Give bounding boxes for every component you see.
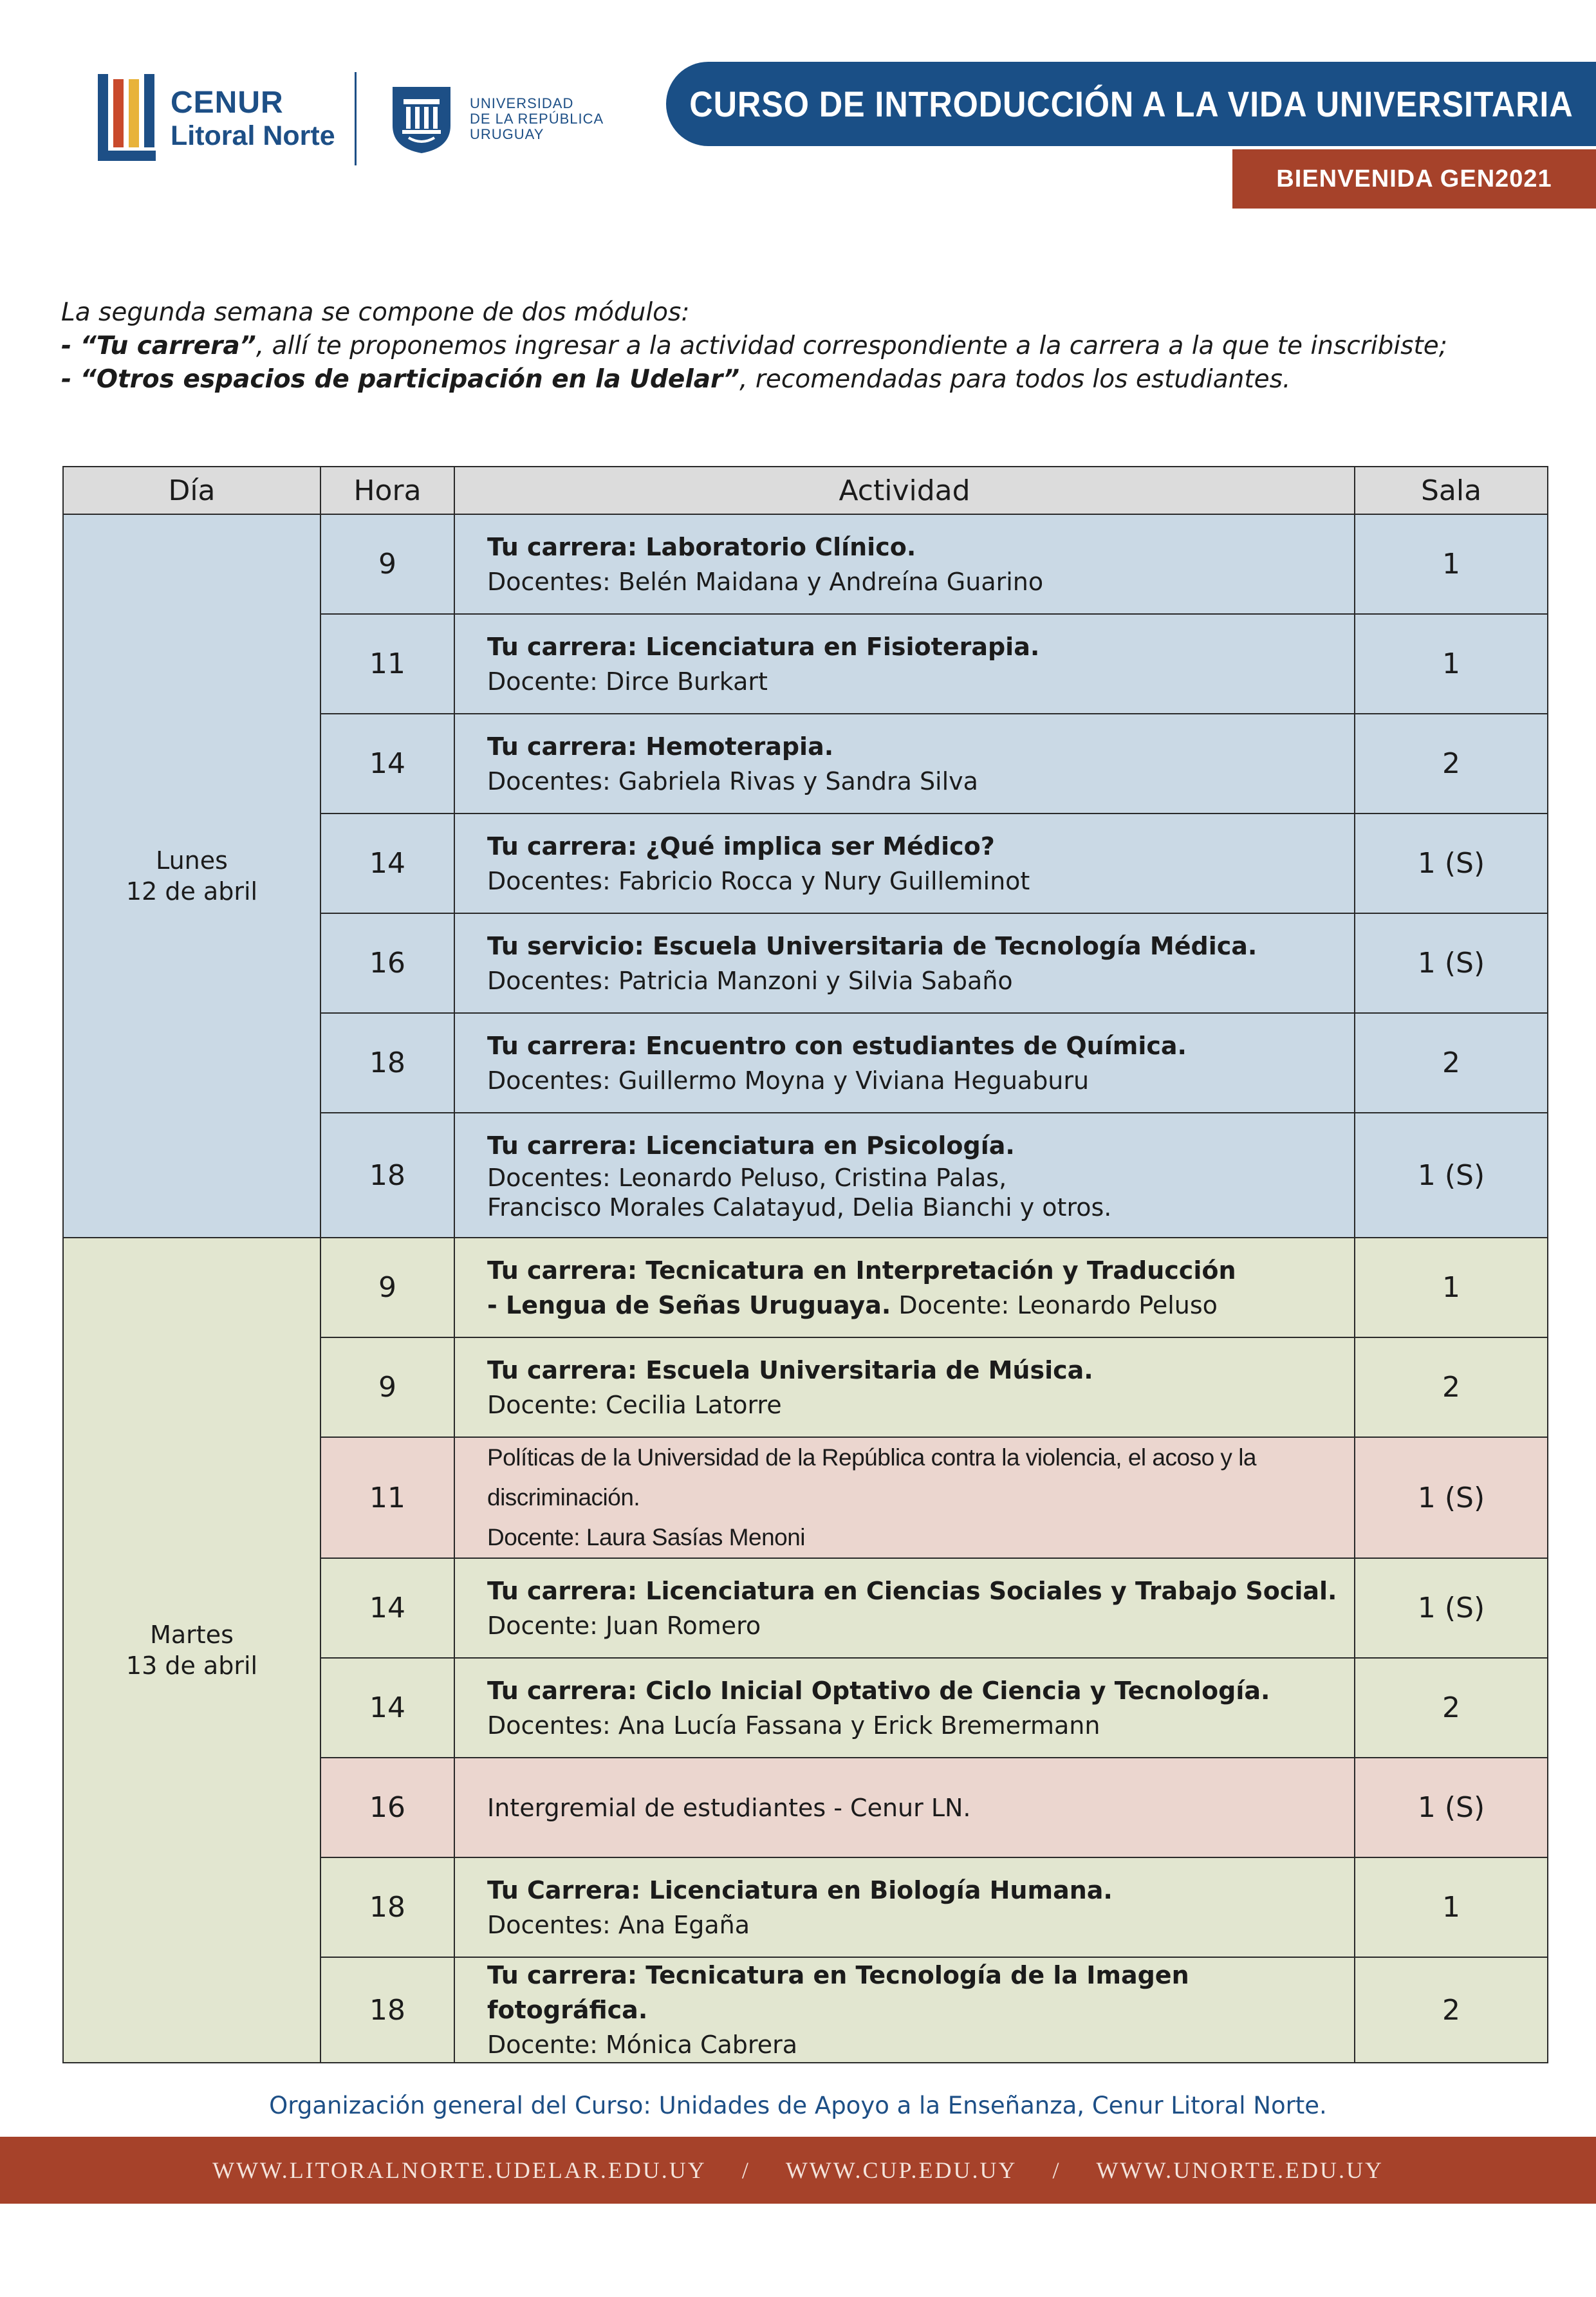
- intro-line-3: [61, 363, 1447, 396]
- logo-divider: [355, 72, 357, 165]
- welcome-tag: [1232, 149, 1596, 209]
- activity-teachers: Docentes: Fabricio Rocca y Nury Guilleminot: [487, 866, 1030, 895]
- room-cell: 1 (S): [1355, 1558, 1548, 1658]
- cenur-wordmark: [171, 86, 335, 151]
- welcome-tag-label: BIENVENIDA GEN2021: [1276, 165, 1552, 192]
- activity-teachers: Docente: Leonardo Peluso: [891, 1290, 1218, 1319]
- hour-cell: 14: [320, 714, 454, 814]
- intro-line-3-prefix: -: [61, 365, 80, 394]
- cenur-logo-icon: [98, 74, 156, 161]
- organization-note: Organización general del Curso: Unidades de Apoyo a la Enseñanza, Cenur Litoral Norte.: [269, 2092, 1327, 2119]
- activity-teachers: Docentes: Ana Egaña: [487, 1910, 750, 1939]
- room-cell: 2: [1355, 714, 1548, 814]
- activity-title: Tu Carrera: Licenciatura en Biología Humana.: [487, 1875, 1113, 1904]
- link-separator: /: [1052, 2157, 1061, 2183]
- day-date: 13 de abril: [125, 1651, 258, 1680]
- link-unorte[interactable]: WWW.UNORTE.EDU.UY: [1096, 2157, 1384, 2183]
- udelar-line-2: DE LA REPÚBLICA: [470, 111, 604, 127]
- cenur-name: CENUR: [171, 86, 284, 120]
- room-cell: 2: [1355, 1957, 1548, 2063]
- hour-cell: 9: [320, 514, 454, 614]
- activity-cell: [454, 514, 1355, 614]
- activity-cell: [454, 1558, 1355, 1658]
- activity-cell: [454, 814, 1355, 913]
- schedule-table: [62, 466, 1548, 2063]
- table-header-row: [63, 467, 1548, 514]
- activity-title: Políticas de la Universidad de la República contra la violencia, el acoso y la discriminación.: [487, 1444, 1257, 1511]
- activity-cell: [454, 1113, 1355, 1238]
- hour-cell: 11: [320, 614, 454, 714]
- activity-title: Tu carrera: Licenciatura en Fisioterapia.: [487, 632, 1040, 661]
- room-cell: 1 (S): [1355, 814, 1548, 913]
- udelar-line-3: URUGUAY: [470, 126, 544, 142]
- activity-subtitle-line: [487, 1288, 1341, 1323]
- activity-cell: [454, 1238, 1355, 1337]
- room-cell: 1: [1355, 514, 1548, 614]
- link-separator: /: [741, 2157, 750, 2183]
- activity-title: Tu carrera: Encuentro con estudiantes de Química.: [487, 1031, 1187, 1060]
- room-cell: 1: [1355, 1857, 1548, 1957]
- intro-line-3-rest: , recomendadas para todos los estudiantes.: [739, 365, 1291, 394]
- link-litoralnorte[interactable]: WWW.LITORALNORTE.UDELAR.EDU.UY: [212, 2157, 707, 2183]
- activity-teachers: Docentes: Belén Maidana y Andreína Guarino: [487, 567, 1044, 596]
- column-header-actividad: Actividad: [454, 467, 1355, 514]
- room-cell: 1 (S): [1355, 1113, 1548, 1238]
- column-header-sala: Sala: [1355, 467, 1548, 514]
- hour-cell: 18: [320, 1113, 454, 1238]
- room-cell: 1 (S): [1355, 1758, 1548, 1857]
- intro-line-2: [61, 330, 1447, 363]
- activity-title: Tu carrera: Licenciatura en Ciencias Sociales y Trabajo Social.: [487, 1576, 1337, 1605]
- hour-cell: 9: [320, 1238, 454, 1337]
- course-title-banner: [666, 62, 1596, 146]
- day-date: 12 de abril: [125, 877, 258, 906]
- column-header-hora: Hora: [320, 467, 454, 514]
- intro-line-2-rest: , allí te proponemos ingresar a la actividad correspondiente a la carrera a la que te inscribiste;: [255, 331, 1447, 360]
- activity-teachers: Docentes: Ana Lucía Fassana y Erick Bremermann: [487, 1711, 1100, 1740]
- activity-title: Tu carrera: Laboratorio Clínico.: [487, 532, 916, 561]
- day-cell-tuesday: [63, 1238, 320, 2063]
- activity-teachers: Docente: Dirce Burkart: [487, 667, 768, 696]
- hour-cell: 11: [320, 1437, 454, 1558]
- activity-teachers: Docentes: Patricia Manzoni y Silvia Sabaño: [487, 966, 1013, 995]
- room-cell: 1: [1355, 1238, 1548, 1337]
- activity-teachers: Docente: Juan Romero: [487, 1611, 761, 1640]
- footer-links-bar: [0, 2137, 1596, 2204]
- hour-cell: 14: [320, 1558, 454, 1658]
- hour-cell: 16: [320, 913, 454, 1013]
- room-cell: 1 (S): [1355, 913, 1548, 1013]
- room-cell: 2: [1355, 1013, 1548, 1113]
- hour-cell: 18: [320, 1013, 454, 1113]
- hour-cell: 14: [320, 1658, 454, 1758]
- room-cell: 1 (S): [1355, 1437, 1548, 1558]
- udelar-seal-icon: [389, 84, 454, 154]
- activity-cell: [454, 1337, 1355, 1437]
- room-cell: 1: [1355, 614, 1548, 714]
- column-header-dia: Día: [63, 467, 320, 514]
- activity-teachers: Docente: Cecilia Latorre: [487, 1390, 782, 1419]
- activity-teachers: Docentes: Gabriela Rivas y Sandra Silva: [487, 767, 978, 795]
- activity-cell: [454, 1658, 1355, 1758]
- activity-title: Tu carrera: Tecnicatura en Tecnología de la Imagen fotográfica.: [487, 1961, 1189, 2024]
- udelar-wordmark: [470, 96, 604, 142]
- intro-module-1: “Tu carrera”: [80, 331, 256, 360]
- activity-cell: [454, 614, 1355, 714]
- activity-teachers: Docentes: Leonardo Peluso, Cristina Palas,: [487, 1164, 1007, 1192]
- activity-cell: [454, 1957, 1355, 2063]
- room-cell: 2: [1355, 1337, 1548, 1437]
- table-row: [63, 1238, 1548, 1337]
- activity-cell: [454, 1758, 1355, 1857]
- activity-title: Tu carrera: Ciclo Inicial Optativo de Ciencia y Tecnología.: [487, 1676, 1270, 1705]
- activity-cell: [454, 913, 1355, 1013]
- activity-title: Tu carrera: Tecnicatura en Interpretación y Traducción: [487, 1256, 1236, 1285]
- activity-title: Intergremial de estudiantes - Cenur LN.: [487, 1793, 971, 1822]
- course-title: CURSO DE INTRODUCCIÓN A LA VIDA UNIVERSITARIA: [689, 84, 1573, 124]
- intro-paragraph: [61, 296, 1447, 396]
- activity-title-cont: - Lengua de Señas Uruguaya.: [487, 1290, 891, 1319]
- hour-cell: 18: [320, 1957, 454, 2063]
- activity-title: Tu carrera: ¿Qué implica ser Médico?: [487, 832, 995, 860]
- cenur-region: Litoral Norte: [171, 120, 335, 151]
- day-cell-monday: [63, 514, 320, 1238]
- hour-cell: 14: [320, 814, 454, 913]
- activity-title: Tu servicio: Escuela Universitaria de Tecnología Médica.: [487, 931, 1257, 960]
- table-row: [63, 514, 1548, 614]
- room-cell: 2: [1355, 1658, 1548, 1758]
- activity-teachers: Docente: Laura Sasías Menoni: [487, 1524, 806, 1550]
- intro-module-2: “Otros espacios de participación en la Udelar”: [80, 365, 740, 394]
- activity-title: Tu carrera: Licenciatura en Psicología.: [487, 1131, 1015, 1160]
- day-name: Lunes: [156, 846, 228, 875]
- activity-cell: [454, 1013, 1355, 1113]
- link-cup[interactable]: WWW.CUP.EDU.UY: [785, 2157, 1017, 2183]
- intro-line-1: La segunda semana se compone de dos módulos:: [61, 298, 690, 327]
- activity-teachers-cont: Francisco Morales Calatayud, Delia Bianchi y otros.: [487, 1193, 1112, 1222]
- udelar-line-1: UNIVERSIDAD: [470, 95, 574, 111]
- hour-cell: 18: [320, 1857, 454, 1957]
- hour-cell: 16: [320, 1758, 454, 1857]
- activity-title: Tu carrera: Escuela Universitaria de Música.: [487, 1355, 1093, 1384]
- activity-cell: [454, 1437, 1355, 1558]
- activity-cell: [454, 714, 1355, 814]
- activity-title: Tu carrera: Hemoterapia.: [487, 732, 834, 761]
- hour-cell: 9: [320, 1337, 454, 1437]
- activity-teachers: Docente: Mónica Cabrera: [487, 2031, 797, 2059]
- intro-line-2-prefix: -: [61, 331, 80, 360]
- activity-cell: [454, 1857, 1355, 1957]
- day-name: Martes: [150, 1621, 234, 1649]
- activity-teachers: Docentes: Guillermo Moyna y Viviana Heguaburu: [487, 1066, 1090, 1095]
